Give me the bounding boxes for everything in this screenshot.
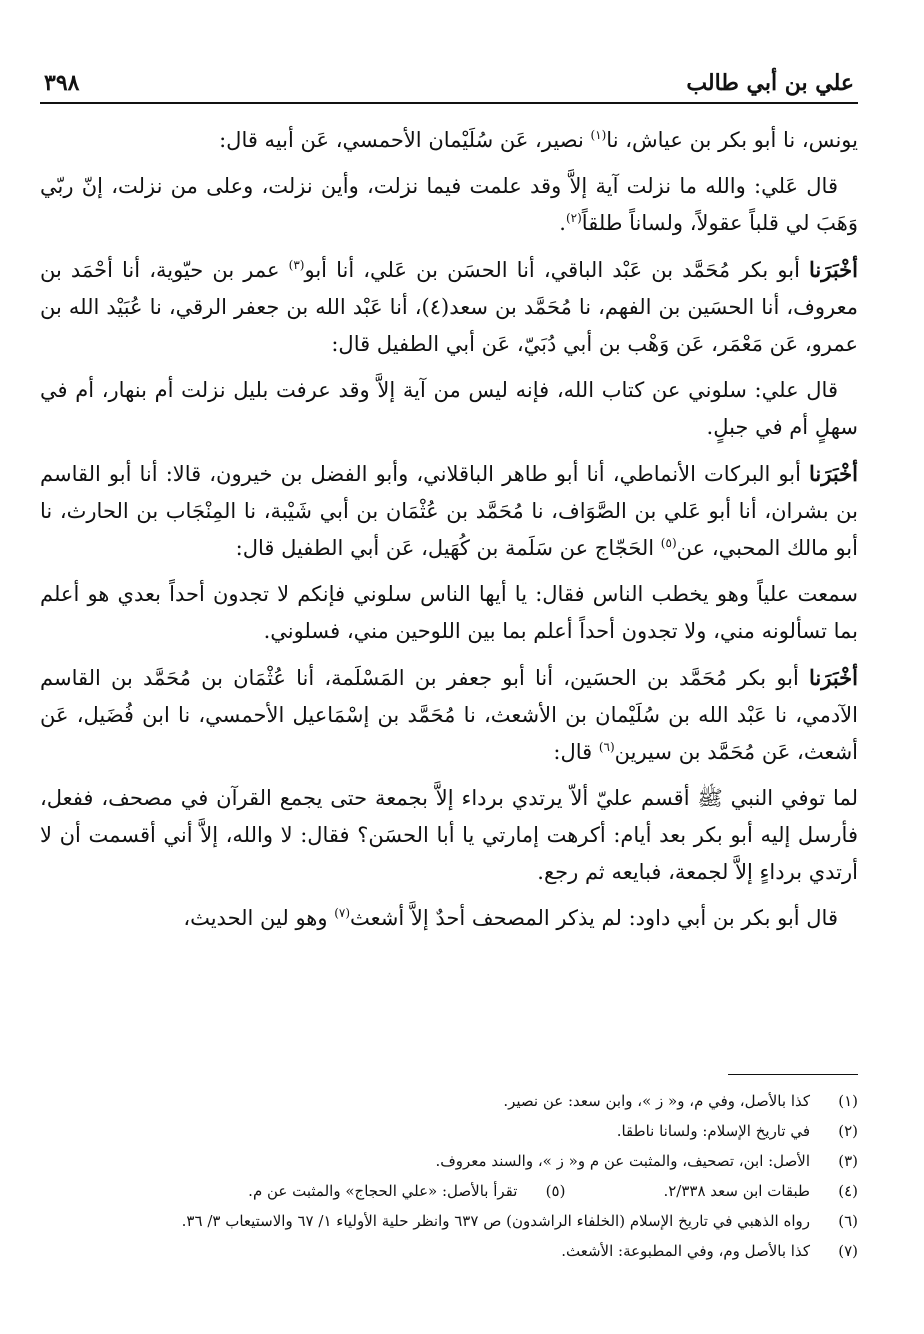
book-page	[40, 64, 858, 1294]
paragraph-9: قال أبو بكر بن أبي داود: لم يذكر المصحف أحدٌ إلاَّ أشعث$^{(٧)}$ وهو لين الحديث،	[183, 906, 838, 930]
page-number: ٣٩٨	[44, 70, 80, 96]
paragraph-6: سمعت علياً وهو يخطب الناس فقال: يا أيها الناس سلوني فإنكم لا تجدون أحداً بعدي هو أعلم بما تسألونه مني، ولا تجدون أحداً أعلم بما بين اللوحين مني، فسلوني.	[40, 582, 858, 643]
paragraph-3: أخْبَرَنا أبو بكر مُحَمَّد بن عَبْد الباقي، أنا الحسَن بن عَلي، أنا أبو$^{(٣)}$ عمر بن حيّوية، أنا أحْمَد بن معروف، أنا الحسَين بن الفهم، نا مُحَمَّد بن سعد(٤)، أنا عَبْد الله بن جعفر الرقي، نا عُبَيْد الله بن عمرو، عَن مَعْمَر، عَن وَهْب بن أبي دُبَيّ، عَن أبي الطفيل قال:	[40, 257, 858, 356]
footnote-7: (٧) كذا بالأصل وم، وفي المطبوعة: الأشعث.	[561, 1242, 858, 1260]
running-title: علي بن أبي طالب	[686, 70, 854, 96]
footnote-1: (١) كذا بالأصل، وفي م، و« ز »، وابن سعد: عن نصير.	[503, 1092, 858, 1110]
footnote-4-5: (٤) طبقات ابن سعد ٢/٣٣٨. (٥) تقرأ بالأصل: «علي الحجاج» والمثبت عن م.	[248, 1182, 858, 1200]
paragraph-8: لما توفي النبي ﷺ أقسم عليّ ألاّ يرتدي برداء إلاَّ بجمعة حتى يجمع القرآن في مصحف، ففعل، فأرسل إليه أبو بكر بعد أيام: أكرهت إمارتي يا أبا الحسَن؟ فقال: لا والله، إلاَّ أني أقسمت أن لا أرتدي برداءٍ إلاَّ لجمعة، فبايعه ثم رجع.	[40, 786, 858, 884]
footnote-divider	[728, 1074, 858, 1075]
footnotes	[40, 1086, 858, 1266]
isnad-keyword: أخْبَرَنا	[809, 461, 858, 486]
footnote-3: (٣) الأصل: ابن، تصحيف، والمثبت عن م و« ز »، والسند معروف.	[435, 1152, 858, 1170]
paragraph-5: أخْبَرَنا أبو البركات الأنماطي، أنا أبو طاهر الباقلاني، وأبو الفضل بن خيرون، قالا: أنا أبو القاسم بن بشران، أنا أبو عَلي بن الصَّوَاف، نا مُحَمَّد بن عُثْمَان بن أبي شَيْبة، نا المِنْجَاب بن الحارث، نا أبو مالك المحبي، عن$^{(٥)}$ الحَجّاج عن سَلَمة بن كُهَيل، عَن أبي الطفيل قال:	[40, 461, 858, 560]
isnad-keyword: أخْبَرَنا	[809, 257, 858, 282]
paragraph-1: يونس، نا أبو بكر بن عياش، نا$^{(١)}$ نصير، عَن سُلَيْمان الأحمسي، عَن أبيه قال:	[219, 128, 858, 152]
main-text	[40, 122, 858, 937]
page-header	[40, 64, 858, 104]
paragraph-2: قال عَلي: والله ما نزلت آية إلاَّ وقد علمت فيما نزلت، وأين نزلت، وعلى من نزلت، إنّ ربّي وَهَبَ لي قلباً عقولاً، ولساناً طلقاً$^{(٢)}$.	[40, 174, 858, 235]
footnote-2: (٢) في تاريخ الإسلام: ولسانا ناطقا.	[616, 1122, 858, 1140]
isnad-keyword: أخْبَرَنا	[809, 665, 858, 690]
paragraph-7: أخْبَرَنا أبو بكر مُحَمَّد بن الحسَين، أنا أبو جعفر بن المَسْلَمة، أنا عُثْمَان بن مُحَمَّد بن القاسم الآدمي، نا عَبْد الله بن سُلَيْمان بن الأشعث، نا مُحَمَّد بن إسْمَاعيل الأحمسي، نا ابن فُضَيل، عَن أشعث، عَن مُحَمَّد بن سيرين$^{(٦)}$ قال:	[40, 665, 858, 764]
footnote-6: (٦) رواه الذهبي في تاريخ الإسلام (الخلفاء الراشدون) ص ٦٣٧ وانظر حلية الأولياء ١/ ٦٧ والاستيعاب ٣/ ٣٦.	[181, 1212, 858, 1230]
paragraph-4: قال علي: سلوني عن كتاب الله، فإنه ليس من آية إلاَّ وقد عرفت بليل نزلت أم بنهار، أم في سهلٍ أم في جبلٍ.	[40, 378, 858, 439]
